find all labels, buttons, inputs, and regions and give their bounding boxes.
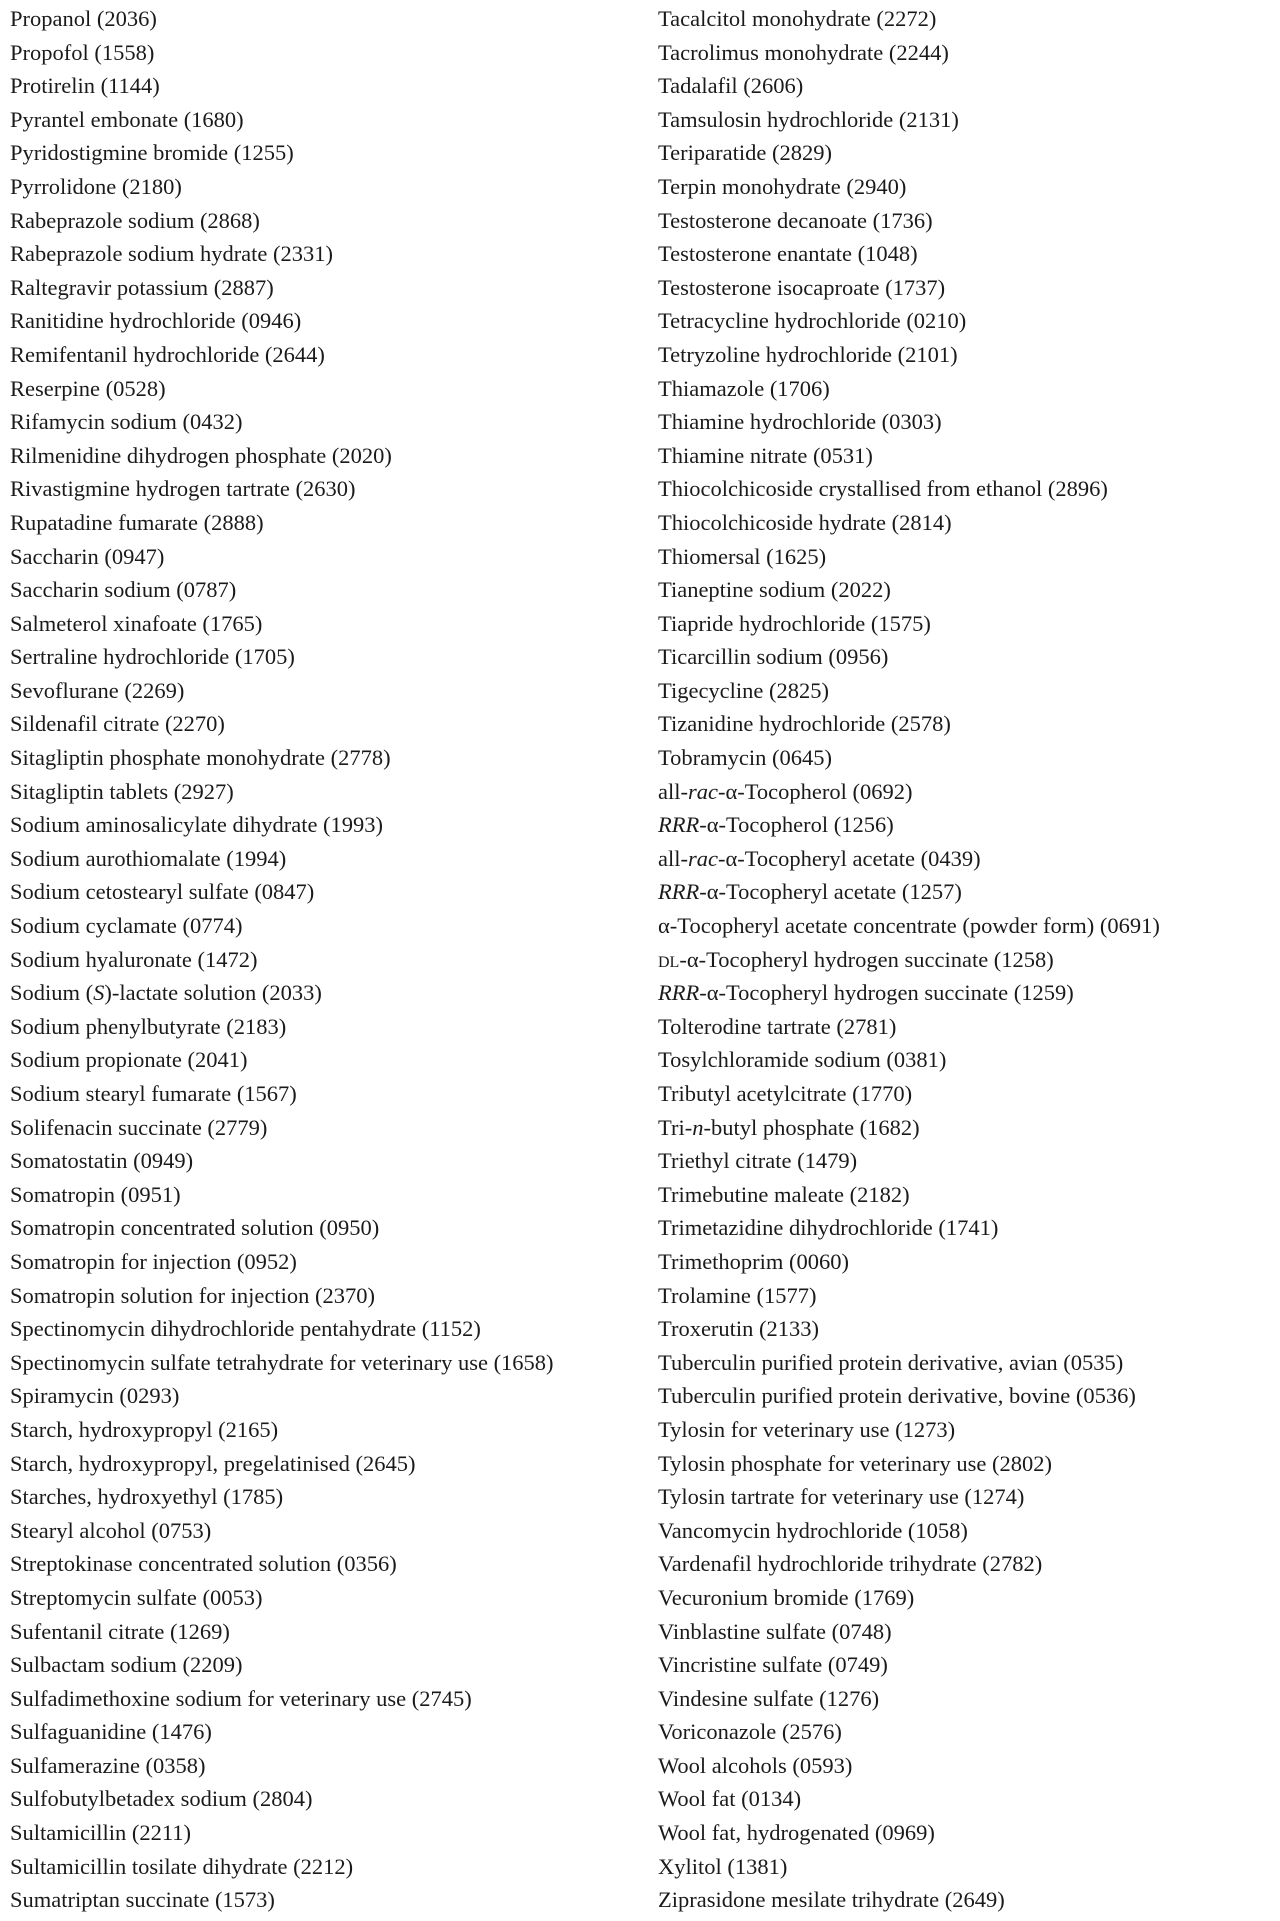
index-entry: Trolamine (1577) — [658, 1282, 817, 1308]
index-entry: Tri-n-butyl phosphate (1682) — [658, 1114, 920, 1140]
index-entry: Pyridostigmine bromide (1255) — [10, 140, 294, 166]
index-entry: Vindesine sulfate (1276) — [658, 1685, 880, 1711]
index-entry: Streptokinase concentrated solution (0356) — [10, 1551, 397, 1577]
index-entry: Propofol (1558) — [10, 39, 155, 65]
index-entry: Tosylchloramide sodium (0381) — [658, 1047, 947, 1073]
index-entry: Tylosin for veterinary use (1273) — [658, 1416, 956, 1442]
index-entry: Sulfobutylbetadex sodium (2804) — [10, 1786, 313, 1812]
index-entry: RRR-α-Tocopherol (1256) — [658, 812, 894, 838]
index-entry: Tuberculin purified protein derivative, avian (0535) — [658, 1349, 1124, 1375]
index-entry: Vecuronium bromide (1769) — [658, 1584, 915, 1610]
index-entry: Pyrrolidone (2180) — [10, 173, 182, 199]
index-entry: Somatropin (0951) — [10, 1181, 181, 1207]
index-entry: Tributyl acetylcitrate (1770) — [658, 1081, 913, 1106]
index-entry: Stearyl alcohol (0753) — [10, 1517, 212, 1543]
index-entry: Tylosin phosphate for veterinary use (2802) — [658, 1450, 1052, 1476]
index-entry: Troxerutin (2133) — [658, 1316, 820, 1342]
index-entry: Terpin monohydrate (2940) — [658, 173, 907, 199]
index-entry: Rabeprazole sodium hydrate (2331) — [10, 241, 334, 267]
index-entry: Spectinomycin sulfate tetrahydrate for veterinary use (1658) — [10, 1349, 554, 1375]
index-entry: Somatostatin (0949) — [10, 1148, 194, 1174]
index-entry: Sevoflurane (2269) — [10, 677, 185, 703]
index-entry: Reserpine (0528) — [10, 375, 166, 401]
index-entry: Sulbactam sodium (2209) — [10, 1652, 243, 1678]
index-entry: Tianeptine sodium (2022) — [658, 577, 891, 603]
index-entry: Spectinomycin dihydrochloride pentahydrate (1152) — [10, 1316, 481, 1342]
index-entry: Wool fat, hydrogenated (0969) — [658, 1820, 935, 1846]
index-entry: Sodium propionate (2041) — [10, 1047, 248, 1073]
index-entry: Sumatriptan succinate (1573) — [10, 1887, 275, 1913]
index-entry: Thiamine hydrochloride (0303) — [658, 409, 942, 435]
index-entry: Sitagliptin tablets (2927) — [10, 778, 234, 804]
index-entry: Vancomycin hydrochloride (1058) — [658, 1517, 968, 1543]
index-entry: Sodium aurothiomalate (1994) — [10, 845, 287, 871]
index-entry: Sulfaguanidine (1476) — [10, 1719, 212, 1745]
index-column-left — [10, 6, 650, 1921]
index-entry: Thiocolchicoside hydrate (2814) — [658, 509, 952, 535]
index-entry: Tetryzoline hydrochloride (2101) — [658, 341, 958, 367]
index-column-right — [658, 6, 1276, 1921]
index-entry: Streptomycin sulfate (0053) — [10, 1584, 263, 1610]
index-entry: Sodium stearyl fumarate (1567) — [10, 1081, 297, 1106]
index-entry: Salmeterol xinafoate (1765) — [10, 610, 263, 636]
index-entry: Thiamazole (1706) — [658, 375, 830, 401]
index-entry: Testosterone enantate (1048) — [658, 241, 918, 267]
index-entry: Sultamicillin tosilate dihydrate (2212) — [10, 1853, 354, 1879]
index-entry: Ticarcillin sodium (0956) — [658, 644, 889, 670]
index-entry: Sulfadimethoxine sodium for veterinary use (2745) — [10, 1685, 472, 1711]
index-entry: Solifenacin succinate (2779) — [10, 1114, 268, 1140]
index-entry: Rupatadine fumarate (2888) — [10, 509, 264, 535]
index-entry: Starches, hydroxyethyl (1785) — [10, 1484, 284, 1510]
index-entry: Remifentanil hydrochloride (2644) — [10, 341, 325, 367]
index-entry: Testosterone isocaproate (1737) — [658, 274, 946, 300]
index-entry: Thiocolchicoside crystallised from ethanol (2896) — [658, 476, 1108, 502]
index-entry: Rabeprazole sodium (2868) — [10, 207, 260, 233]
index-entry: α-Tocopheryl acetate concentrate (powder form) (0691) — [658, 913, 1160, 939]
index-entry: Trimetazidine dihydrochloride (1741) — [658, 1215, 999, 1241]
index-entry: Somatropin solution for injection (2370) — [10, 1282, 375, 1308]
index-entry: Starch, hydroxypropyl, pregelatinised (2645) — [10, 1450, 416, 1476]
index-entry: Ranitidine hydrochloride (0946) — [10, 308, 302, 334]
index-entry: all-rac-α-Tocopherol (0692) — [658, 778, 913, 804]
index-entry: Sodium (S)-lactate solution (2033) — [10, 980, 322, 1006]
index-entry: Rifamycin sodium (0432) — [10, 409, 243, 435]
index-entry: Sodium cyclamate (0774) — [10, 913, 243, 939]
index-entry: Somatropin concentrated solution (0950) — [10, 1215, 380, 1241]
index-entry: Tacrolimus monohydrate (2244) — [658, 39, 949, 65]
index-entry: Saccharin sodium (0787) — [10, 577, 237, 603]
index-entry: Starch, hydroxypropyl (2165) — [10, 1416, 279, 1442]
index-entry: Wool alcohols (0593) — [658, 1752, 853, 1778]
index-entry: Teriparatide (2829) — [658, 140, 832, 166]
index-entry: Sodium aminosalicylate dihydrate (1993) — [10, 812, 384, 838]
index-entry: Wool fat (0134) — [658, 1786, 802, 1812]
index-entry: Tolterodine tartrate (2781) — [658, 1013, 897, 1039]
index-entry: Sodium cetostearyl sulfate (0847) — [10, 879, 315, 905]
index-entry: Sufentanil citrate (1269) — [10, 1618, 230, 1644]
index-entry: Voriconazole (2576) — [658, 1719, 842, 1745]
index-entry: Sulfamerazine (0358) — [10, 1752, 206, 1778]
index-entry: Xylitol (1381) — [658, 1853, 788, 1879]
index-entry: Vincristine sulfate (0749) — [658, 1652, 888, 1678]
index-entry: Trimethoprim (0060) — [658, 1248, 850, 1274]
index-entry: Tiapride hydrochloride (1575) — [658, 610, 931, 636]
index-entry: Tobramycin (0645) — [658, 745, 833, 771]
index-entry: Sildenafil citrate (2270) — [10, 711, 225, 737]
index-entry: Triethyl citrate (1479) — [658, 1148, 858, 1174]
index-entry: Saccharin (0947) — [10, 543, 165, 569]
index-entry: Protirelin (1144) — [10, 73, 160, 99]
index-entry: Vardenafil hydrochloride trihydrate (2782) — [658, 1551, 1043, 1577]
index-entry: Spiramycin (0293) — [10, 1383, 180, 1409]
index-entry: RRR-α-Tocopheryl acetate (1257) — [658, 879, 962, 905]
index-entry: Trimebutine maleate (2182) — [658, 1181, 910, 1207]
index-entry: dl-α-Tocopheryl hydrogen succinate (1258) — [658, 946, 1054, 972]
index-entry: Ziprasidone mesilate trihydrate (2649) — [658, 1887, 1005, 1913]
index-entry: Sultamicillin (2211) — [10, 1820, 192, 1846]
index-entry: Tigecycline (2825) — [658, 677, 830, 703]
index-entry: Tizanidine hydrochloride (2578) — [658, 711, 951, 737]
index-entry: Sodium phenylbutyrate (2183) — [10, 1013, 287, 1039]
index-entry: Thiamine nitrate (0531) — [658, 442, 873, 468]
index-entry: Propanol (2036) — [10, 6, 157, 31]
index-entry: Pyrantel embonate (1680) — [10, 106, 244, 132]
index-entry: Rilmenidine dihydrogen phosphate (2020) — [10, 442, 392, 468]
index-entry: Tuberculin purified protein derivative, bovine (0536) — [658, 1383, 1136, 1409]
index-entry: Sitagliptin phosphate monohydrate (2778) — [10, 745, 391, 771]
index-entry: Testosterone decanoate (1736) — [658, 207, 933, 233]
index-entry: all-rac-α-Tocopheryl acetate (0439) — [658, 845, 981, 871]
index-entry: Rivastigmine hydrogen tartrate (2630) — [10, 476, 356, 502]
index-entry: Sodium hyaluronate (1472) — [10, 946, 258, 972]
index-entry: Tylosin tartrate for veterinary use (1274) — [658, 1484, 1025, 1510]
index-entry: Tadalafil (2606) — [658, 73, 804, 99]
index-entry: Somatropin for injection (0952) — [10, 1248, 297, 1274]
index-entry: Thiomersal (1625) — [658, 543, 827, 569]
index-entry: Tacalcitol monohydrate (2272) — [658, 6, 937, 31]
index-entry: Sertraline hydrochloride (1705) — [10, 644, 295, 670]
index-entry: RRR-α-Tocopheryl hydrogen succinate (1259) — [658, 980, 1074, 1006]
index-entry: Tetracycline hydrochloride (0210) — [658, 308, 967, 334]
index-entry: Tamsulosin hydrochloride (2131) — [658, 106, 959, 132]
index-entry: Raltegravir potassium (2887) — [10, 274, 274, 300]
index-entry: Vinblastine sulfate (0748) — [658, 1618, 892, 1644]
